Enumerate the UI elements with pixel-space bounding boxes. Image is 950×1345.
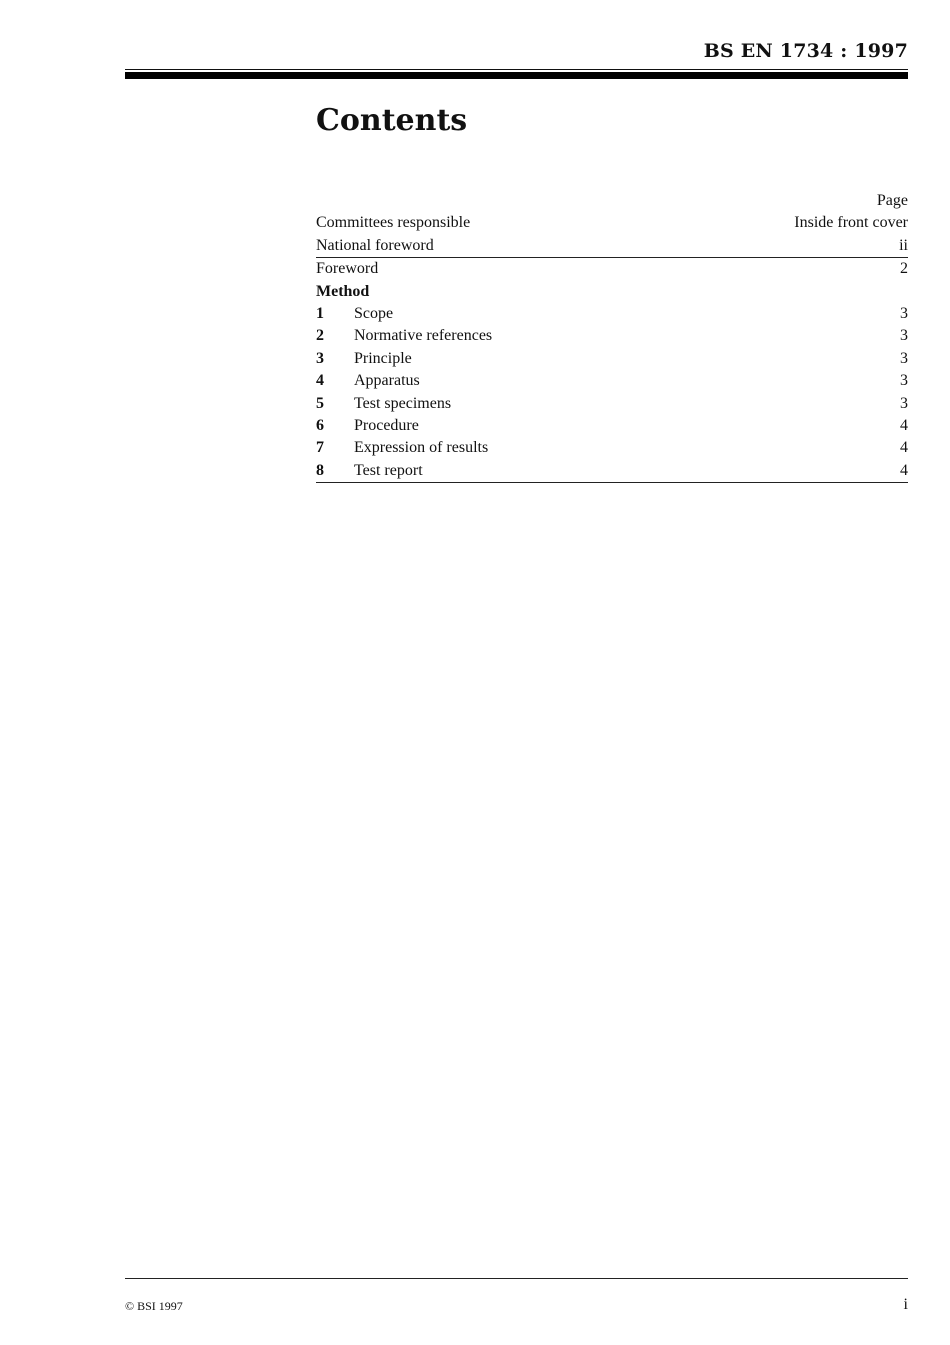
toc-clause-6[interactable] bbox=[316, 415, 908, 437]
toc-entry-committees[interactable] bbox=[316, 212, 908, 234]
clause-label: Test report bbox=[354, 461, 423, 479]
clause-label: Procedure bbox=[354, 416, 419, 434]
clause-page: 3 bbox=[900, 372, 908, 390]
clause-page: 3 bbox=[900, 394, 908, 412]
toc-entry-label: Committees responsible bbox=[316, 214, 471, 232]
toc-entry-foreword[interactable] bbox=[316, 258, 908, 280]
clause-number: 6 bbox=[316, 416, 324, 434]
clause-page: 4 bbox=[900, 461, 908, 479]
section-heading-method: Method bbox=[316, 282, 370, 300]
table-of-contents bbox=[316, 190, 908, 483]
toc-clause-4[interactable] bbox=[316, 370, 908, 392]
clause-number: 1 bbox=[316, 304, 324, 322]
clause-page: 4 bbox=[900, 416, 908, 434]
toc-entry-label: National foreword bbox=[316, 236, 434, 254]
clause-number: 2 bbox=[316, 327, 324, 345]
toc-page-column-header bbox=[316, 190, 908, 212]
document-code: BS EN 1734 : 1997 bbox=[703, 40, 908, 62]
toc-clause-8[interactable] bbox=[316, 460, 908, 483]
page-column-label: Page bbox=[876, 192, 908, 209]
clause-label: Test specimens bbox=[354, 394, 452, 412]
clause-number: 5 bbox=[316, 394, 324, 412]
clause-number: 8 bbox=[316, 461, 324, 479]
footer-rule bbox=[125, 1278, 908, 1279]
clause-label: Normative references bbox=[354, 327, 493, 345]
page-number: i bbox=[903, 1296, 908, 1313]
clause-page: 3 bbox=[900, 327, 908, 345]
clause-label: Apparatus bbox=[354, 372, 420, 390]
header-rule-thick bbox=[125, 72, 908, 79]
toc-clause-1[interactable] bbox=[316, 303, 908, 325]
clause-page: 4 bbox=[900, 439, 908, 457]
header-rule-thin bbox=[125, 69, 908, 70]
clause-number: 4 bbox=[316, 372, 324, 390]
toc-section-heading bbox=[316, 281, 908, 303]
toc-entry-national-foreword[interactable] bbox=[316, 235, 908, 258]
page-title: Contents bbox=[316, 103, 468, 138]
clause-page: 3 bbox=[900, 349, 908, 367]
clause-number: 7 bbox=[316, 439, 324, 457]
clause-label: Expression of results bbox=[354, 439, 489, 457]
toc-entry-page: Inside front cover bbox=[794, 214, 908, 232]
copyright-notice: © BSI 1997 bbox=[125, 1299, 183, 1313]
toc-clause-5[interactable] bbox=[316, 393, 908, 415]
toc-entry-label: Foreword bbox=[316, 260, 379, 278]
toc-entry-page: ii bbox=[899, 236, 908, 254]
toc-clause-3[interactable] bbox=[316, 348, 908, 370]
clause-label: Principle bbox=[354, 349, 412, 367]
clause-label: Scope bbox=[354, 304, 394, 322]
toc-clause-2[interactable] bbox=[316, 325, 908, 347]
toc-entry-page: 2 bbox=[900, 260, 908, 278]
clause-number: 3 bbox=[316, 349, 324, 367]
toc-clause-7[interactable] bbox=[316, 437, 908, 459]
clause-page: 3 bbox=[900, 304, 908, 322]
